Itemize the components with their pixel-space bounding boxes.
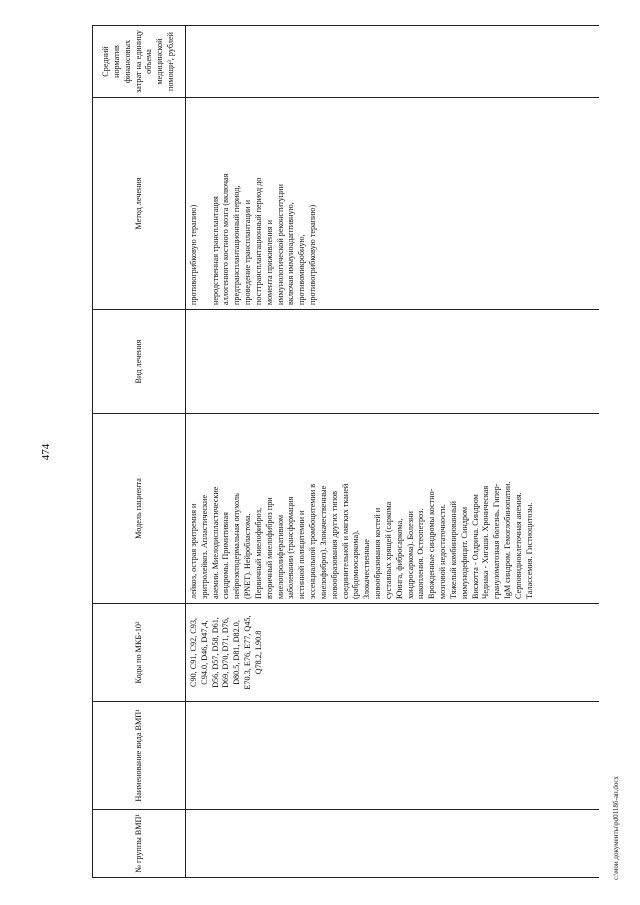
code-line: C90, C91, C92, C93,: [189, 618, 198, 687]
table-header-row: [93, 26, 186, 878]
rotated-page: [92, 26, 612, 878]
patient-model-line: вторичный миелофиброз при: [264, 497, 274, 599]
patient-model-line: накопления. Остеопетроз.: [416, 508, 426, 599]
patient-model-line: (рабдомиосаркома).: [351, 530, 361, 599]
patient-model-line: Врожденные синдромы костно-: [427, 488, 437, 599]
method-line: предтрансплантационный период,: [232, 185, 242, 305]
patient-model-line: заболевании (трансформация: [286, 496, 296, 599]
patient-model-line: нейроэктодермальная опухоль: [232, 493, 242, 599]
vmp-table: [92, 25, 599, 878]
file-path-footer: c:\мои документы\pd0118б-ап.docx: [612, 776, 620, 880]
code-line: D56, D57, D58, D61,: [210, 617, 220, 688]
method-line: посттрансплантационный период до: [253, 177, 263, 305]
cell-average-cost: [186, 26, 600, 98]
patient-model-line: миелопролиферативном: [275, 514, 285, 599]
page-number: 474: [40, 443, 52, 461]
header-vmp-name: Наименование вида ВМП¹: [93, 702, 186, 810]
method-line: момента приживления и: [264, 219, 274, 305]
patient-model-line: Серповидноклеточная анемия.: [513, 492, 523, 599]
patient-model-line: Юинга, фибросаркома,: [394, 518, 404, 599]
patient-model-line: Вискотта - Олдрича. Синдром: [470, 494, 480, 599]
patient-model-line: Чедиака - Хигаши. Хроническая: [481, 485, 491, 599]
table-row: [186, 26, 600, 878]
header-group-number: № группы ВМП¹: [93, 810, 186, 878]
patient-model-line: синдромы. Примитивная: [221, 512, 231, 599]
header-average-cost: Средний норматив финансовых затрат на единицу объема медицинской помощи³, рублей: [93, 26, 186, 98]
cell-treatment-method: [186, 98, 600, 310]
patient-model-line: суставных хрящей (саркома: [383, 501, 393, 599]
patient-model-line: мозговой недостаточности.: [438, 504, 448, 599]
patient-model-line: IgM синдром. Гемоглобинопатии.: [503, 481, 513, 599]
cell-treatment-type: [186, 310, 600, 414]
patient-model-line: новообразования костей и: [373, 507, 383, 599]
header-treatment-type: Вид лечения: [93, 310, 186, 414]
cell-icd-codes: [186, 604, 600, 702]
method-line: неродственная трансплантация: [210, 196, 220, 305]
patient-model-line: хондросаркома). Болезни: [405, 511, 415, 599]
code-line: E70.3, E76, E77, Q45,: [243, 615, 253, 690]
method-line: аллогенного костного мозга (включая: [221, 173, 231, 305]
patient-model-line: Первичный миелофиброз,: [253, 507, 263, 599]
cell-group-number: [186, 810, 600, 878]
code-line: D69, D70, D71, D76,: [221, 617, 231, 688]
method-line: противогрибковую терапию): [308, 204, 318, 305]
code-line: Q78.2, L90.8: [253, 630, 263, 675]
method-line: [200, 102, 211, 305]
code-line: C94.0, D46, D47,4,: [199, 620, 209, 685]
cell-vmp-name: [186, 702, 600, 810]
cell-patient-model: [186, 414, 600, 604]
header-patient-model: Модель пациента: [93, 414, 186, 604]
patient-model-line: Тяжелый комбинированный: [448, 501, 458, 599]
patient-model-line: анемии. Миелодиспластические: [210, 486, 220, 599]
method-line: противомикробную,: [297, 234, 307, 305]
header-icd-codes: Коды по МКБ-10²: [93, 604, 186, 702]
patient-model-line: эссенциальной тромбоцитемии в: [308, 483, 318, 599]
method-line: иммунологической реконституции: [275, 184, 285, 305]
patient-model-line: миелофиброз). Злокачественные: [318, 485, 328, 599]
patient-model-line: (PNET). Нейробластома.: [243, 513, 253, 599]
method-line: включая иммуноадаптивную,: [286, 202, 296, 305]
patient-model-line: Злокачественные: [362, 539, 372, 599]
patient-model-line: грануломатозная болезнь. Гипер-: [492, 483, 502, 599]
patient-model-line: лейкоз, острая эритремия и: [189, 503, 198, 599]
patient-model-line: соединительной и мягких тканей: [340, 483, 350, 599]
patient-model-line: Талассемия. Гистиоцитозы.: [524, 502, 534, 599]
patient-model-line: эритролейкоз. Апластические: [199, 494, 209, 599]
method-line: проведение трансплантации и: [243, 200, 253, 305]
patient-model-line: новообразования других типов: [329, 490, 339, 599]
method-line: противогрибковую терапию): [189, 204, 198, 305]
code-line: D80.5, D81, D82.0,: [232, 620, 242, 685]
patient-model-line: истинной полицитемии и: [297, 510, 307, 599]
patient-model-line: иммунодефицит. Синдром: [459, 506, 469, 599]
header-treatment-method: Метод лечения: [93, 98, 186, 310]
